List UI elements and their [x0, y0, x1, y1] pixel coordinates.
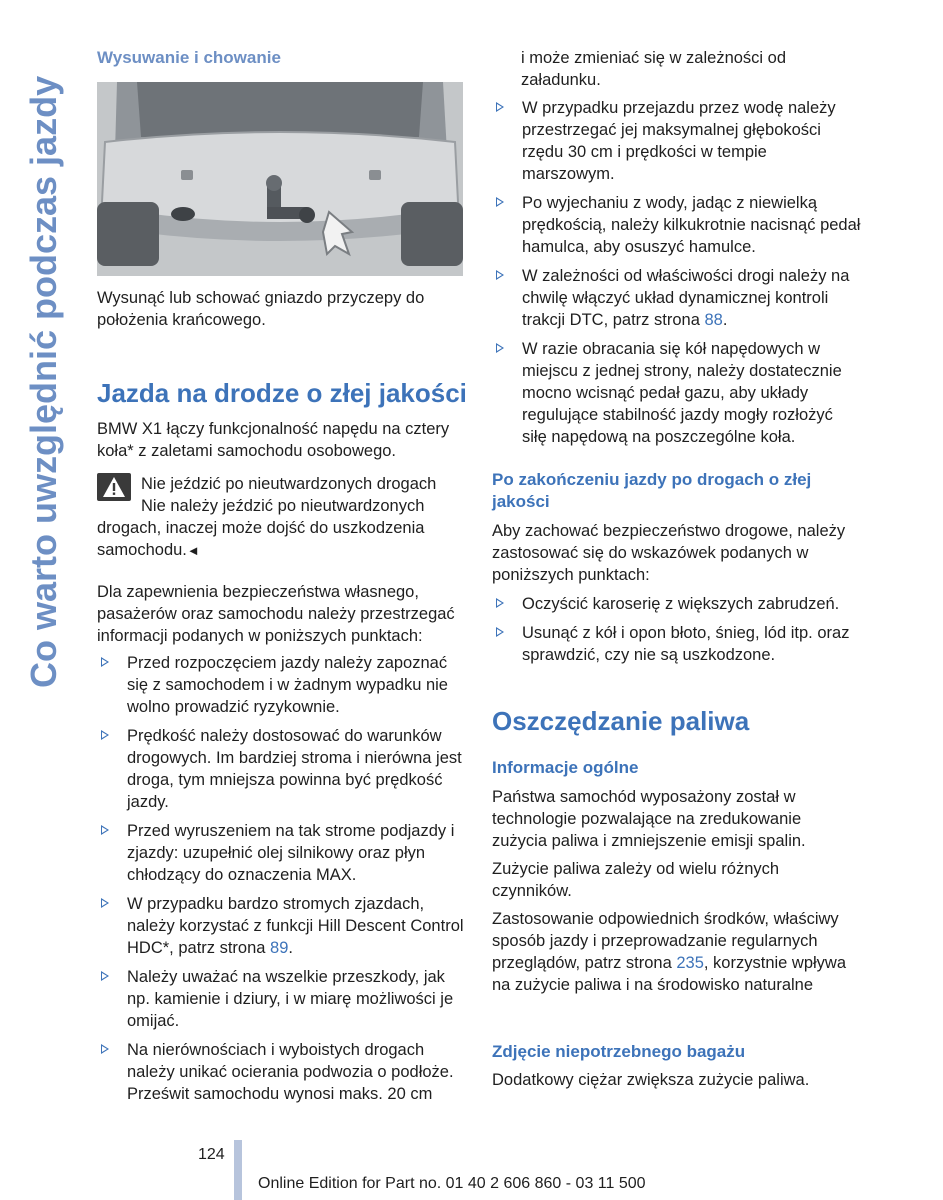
triangle-bullet-icon: [101, 1044, 109, 1054]
list-item-text: Oczyścić karoserię z większych zabrudzeń.: [522, 595, 840, 613]
paragraph-text: Zastosowanie odpowiednich środków, właściwy sposób jazdy i przeprowadzanie regularnych przeglądów, patrz strona: [492, 910, 839, 972]
triangle-bullet-icon: [496, 343, 504, 353]
page-link-89[interactable]: 89: [270, 939, 289, 957]
triangle-bullet-icon: [496, 197, 504, 207]
triangle-bullet-icon: [101, 730, 109, 740]
list-item: [97, 966, 467, 1032]
list-item-text: W przypadku przejazdu przez wodę należy przestrzegać jej maksymalnej głębokości rzędu 30 cm i prędkości w tempie marszowym.: [522, 99, 836, 183]
page-link-235[interactable]: 235: [676, 954, 704, 972]
intro-paragraph: BMW X1 łączy funkcjonalność napędu na cztery koła* z zaletami samochodu osobowego.: [97, 420, 450, 460]
continued-text: i może zmieniać się w zależności od załadunku.: [521, 49, 787, 89]
figure-caption: Wysunąć lub schować gniazdo przyczepy do położenia krańcowego.: [97, 289, 425, 329]
list-item-text: W zależności od właściwości drogi należy na chwilę włączyć układ dynamicznej kontroli trakcji DTC, patrz strona: [522, 267, 850, 329]
list-item: [492, 593, 862, 615]
online-edition-note: Online Edition for Part no. 01 40 2 606 860 - 03 11 500: [258, 1175, 646, 1192]
list-item-text: Prędkość należy dostosować do warunków drogowych. Im bardziej stroma i nierówna jest droga, tym mniejsza powinna być prędkość jazdy.: [127, 727, 462, 811]
list-item-text: Przed wyruszeniem na tak strome podjazdy i zjazdy: uzupełnić olej silnikowy oraz płyn chłodzący do oznaczenia MAX.: [127, 822, 455, 884]
triangle-bullet-icon: [101, 657, 109, 667]
list-item: [97, 820, 467, 886]
section-title-bad-roads: Jazda na drodze o złej jakości: [97, 378, 467, 408]
safety-paragraph: Dla zapewnienia bezpieczeństwa własnego, pasażerów oraz samochodu należy przestrzegać informacji podanych w poniższych punktach:: [97, 583, 455, 645]
warning-icon: [97, 473, 131, 501]
right-bullet-list: [492, 97, 862, 455]
triangle-bullet-icon: [496, 270, 504, 280]
warning-body-text: Nie należy jeździć po nieutwardzonych drogach, inaczej może dojść do uszkodzenia samochodu.: [97, 497, 425, 559]
page-number: 124: [198, 1146, 225, 1163]
general-info-paragraph-3: [492, 908, 858, 996]
figure-heading: Wysuwanie i chowanie: [97, 48, 281, 67]
general-info-paragraph-2: Zużycie paliwa zależy od wielu różnych czynników.: [492, 860, 780, 900]
subheading-general-info: Informacje ogólne: [492, 758, 639, 777]
triangle-bullet-icon: [101, 971, 109, 981]
list-item-text: W razie obracania się kół napędowych w miejscu z jednej strony, należy dostatecznie mocno wcisnąć pedał gazu, aby układy regulujące stabilność jazdy mogły rozłożyć siłę napędową na poszczególne koła.: [522, 340, 842, 446]
list-item: [97, 893, 467, 959]
warning-body: [97, 495, 463, 562]
footer-bar: [234, 1140, 242, 1200]
paragraph-text-end: , korzystnie wpływa na zużycie paliwa i na środowisko naturalne: [492, 954, 847, 994]
list-item-text: Usunąć z kół i opon błoto, śnieg, lód itp. oraz sprawdzić, czy nie są uszkodzone.: [522, 624, 850, 664]
page-link-88[interactable]: 88: [704, 311, 723, 329]
tow-hook-figure: [97, 82, 463, 276]
left-bullet-list: [97, 652, 467, 1112]
list-item: [492, 97, 862, 185]
section-title-fuel-saving: Oszczędzanie paliwa: [492, 706, 750, 736]
remove-luggage-paragraph: Dodatkowy ciężar zwiększa zużycie paliwa.: [492, 1071, 810, 1089]
chapter-title: Co warto uwzględnić podczas jazdy: [23, 75, 64, 688]
triangle-bullet-icon: [101, 898, 109, 908]
list-item: [492, 192, 862, 258]
triangle-bullet-icon: [496, 598, 504, 608]
list-item-text: Po wyjechaniu z wody, jadąc z niewielką prędkością, należy kilkukrotnie nacisnąć pedał hamulca, aby osuszyć hamulce.: [522, 194, 861, 256]
subheading-remove-luggage: Zdjęcie niepotrzebnego bagażu: [492, 1042, 746, 1061]
subheading-after-driving: Po zakończeniu jazdy po drogach o złej jakości: [492, 470, 812, 511]
list-item-text: W przypadku bardzo stromych zjazdach, należy korzystać z funkcji Hill Descent Control HDC*, patrz strona: [127, 895, 464, 957]
list-item: [97, 725, 467, 813]
after-driving-list: [492, 593, 862, 673]
list-item: [97, 1039, 467, 1105]
list-item: [492, 622, 862, 666]
end-mark-icon: ◄: [186, 543, 200, 558]
triangle-bullet-icon: [101, 825, 109, 835]
list-item: [492, 265, 862, 331]
car-rear-illustration: [97, 82, 463, 276]
list-item: [97, 652, 467, 718]
triangle-bullet-icon: [496, 102, 504, 112]
list-item-text-end: .: [288, 939, 293, 957]
list-item-text: Należy uważać na wszelkie przeszkody, jak np. kamienie i dziury, i w miarę możliwości je omijać.: [127, 968, 454, 1030]
list-item-text: Przed rozpoczęciem jazdy należy zapoznać się z samochodem i w żadnym wypadku nie wolno prowadzić ryzykownie.: [127, 654, 448, 716]
general-info-paragraph-1: Państwa samochód wyposażony został w technologie pozwalające na zredukowanie zużycia paliwa i zmniejszenie emisji spalin.: [492, 788, 806, 850]
warning-title: Nie jeździć po nieutwardzonych drogach: [141, 475, 437, 493]
list-item-text-end: .: [722, 311, 728, 329]
after-driving-paragraph: Aby zachować bezpieczeństwo drogowe, należy zastosować się do wskazówek podanych w poniższych punktach:: [492, 522, 846, 584]
triangle-bullet-icon: [496, 627, 504, 637]
list-item: [492, 338, 862, 448]
warning-block: [97, 473, 463, 562]
list-item-text: Na nierównościach i wyboistych drogach należy unikać ocierania podwozia o podłoże. Prześwit samochodu wynosi maks. 20 cm: [127, 1041, 454, 1103]
